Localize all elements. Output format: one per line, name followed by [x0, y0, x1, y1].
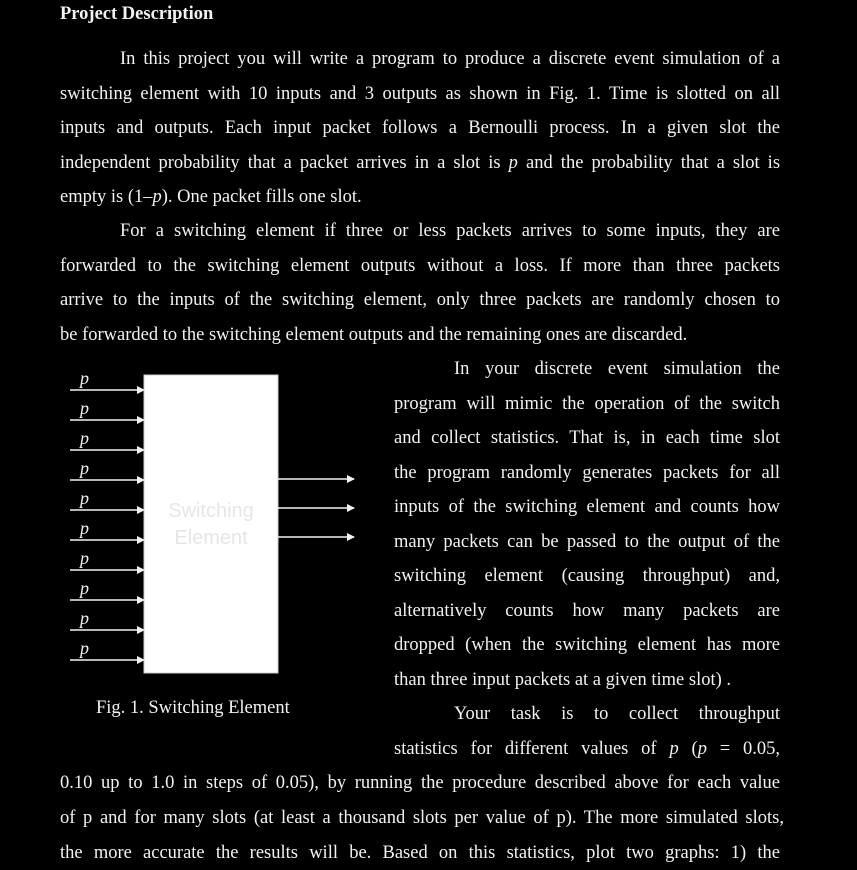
text-line: 0.10 up to 1.0 in steps of 0.05), by running the procedure described above for each value — [60, 773, 780, 793]
input-label-p: p — [80, 458, 89, 478]
text-line: In your discrete event simulation the — [454, 359, 780, 379]
output-lines — [278, 479, 354, 537]
text-line: inputs of the switching element and counts how — [394, 497, 780, 517]
figure-caption: Fig. 1. Switching Element — [96, 698, 290, 718]
text-segment: = 0.05, — [719, 739, 781, 759]
variable-p: p — [508, 153, 518, 173]
text-line: than three input packets at a given time slot) . — [394, 670, 732, 690]
input-label-p: p — [80, 638, 89, 658]
text-line: In this project you will write a program to produce a discrete event simulation of a — [120, 49, 780, 69]
text-line: For a switching element if three or less packets arrives to some inputs, they are — [120, 221, 780, 241]
text-line: of p and for many slots (at least a thousand slots per value of p). The more simulated slots, — [60, 808, 784, 828]
variable-p: p — [669, 739, 679, 759]
text-line: Your task is to collect throughput — [454, 704, 780, 724]
text-line: the more accurate the results will be. Based on this statistics, plot two graphs: 1) the — [60, 843, 780, 863]
input-label-p: p — [80, 368, 89, 388]
text-segment: empty is (1– — [60, 187, 153, 207]
text-segment: ). One packet fills one slot. — [161, 187, 362, 207]
figure-diagram — [0, 360, 390, 700]
switching-element-box — [144, 375, 278, 673]
text-line: switching element (causing throughput) and, — [394, 566, 780, 586]
text-line — [60, 153, 780, 174]
switching-element-figure — [0, 360, 390, 700]
variable-p: p — [697, 739, 707, 759]
input-lines — [70, 368, 144, 660]
text-line: switching element with 10 inputs and 3 outputs as shown in Fig. 1. Time is slotted on all — [60, 84, 780, 104]
text-line: be forwarded to the switching element outputs and the remaining ones are discarded. — [60, 325, 688, 345]
text-line: many packets can be passed to the output of the — [394, 532, 780, 552]
box-label-line1: Switching — [168, 500, 254, 522]
text-segment: and the probability that a slot is — [526, 153, 781, 173]
text-line: dropped (when the switching element has more — [394, 635, 780, 655]
variable-p: p — [152, 187, 162, 207]
text-line: forwarded to the switching element outputs without a loss. If more than three packets — [60, 256, 780, 276]
text-line — [394, 739, 780, 760]
text-line: inputs and outputs. Each input packet follows a Bernoulli process. In a given slot the — [60, 118, 780, 138]
section-heading: Project Description — [60, 4, 214, 24]
input-label-p: p — [80, 578, 89, 598]
text-line: the program randomly generates packets for all — [394, 463, 780, 483]
text-line: alternatively counts how many packets are — [394, 601, 780, 621]
text-line: arrive to the inputs of the switching element, only three packets are randomly chosen to — [60, 290, 780, 310]
text-segment: statistics for different values of — [394, 739, 657, 759]
text-line — [60, 187, 780, 208]
input-label-p: p — [80, 608, 89, 628]
text-line: and collect statistics. That is, in each time slot — [394, 428, 780, 448]
input-label-p: p — [80, 548, 89, 568]
text-segment: independent probability that a packet arrives in a slot is — [60, 153, 501, 173]
input-label-p: p — [80, 428, 89, 448]
input-label-p: p — [80, 398, 89, 418]
text-segment: (p — [691, 739, 707, 759]
input-label-p: p — [80, 518, 89, 538]
text-line: program will mimic the operation of the switch — [394, 394, 780, 414]
box-label-line2: Element — [174, 527, 248, 549]
input-label-p: p — [80, 488, 89, 508]
